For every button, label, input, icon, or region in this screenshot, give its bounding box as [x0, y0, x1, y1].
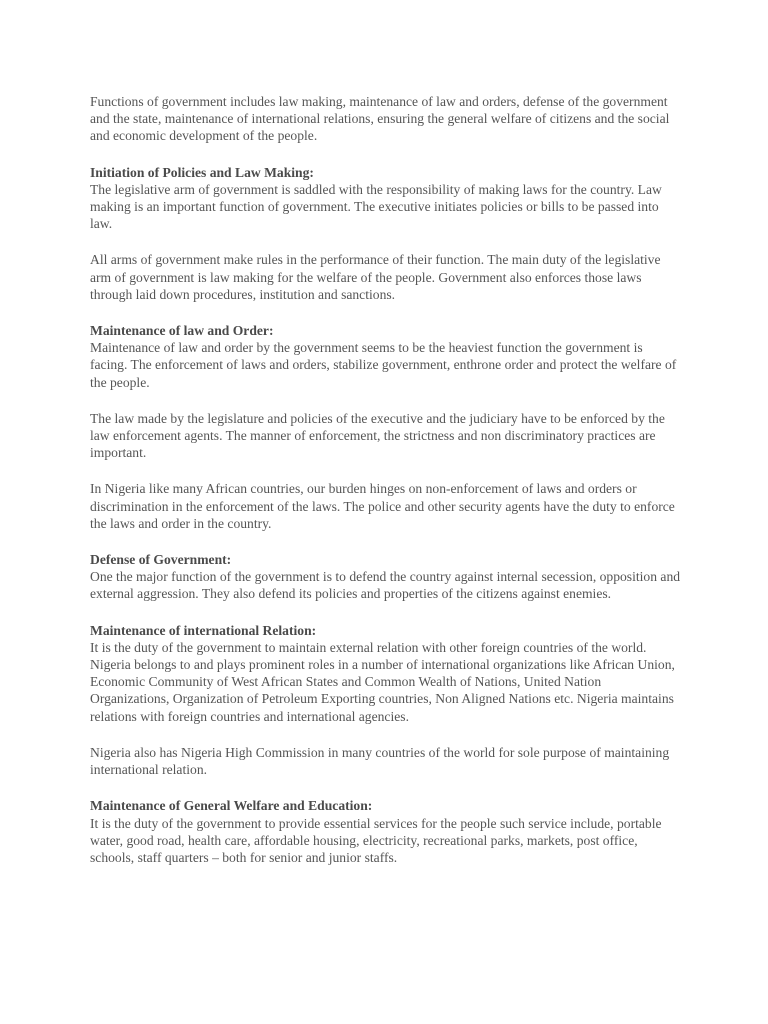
section-body: It is the duty of the government to provide essential services for the people such service include, portable water, good road, health care, affordable housing, electricity, recreational parks, markets, post office, schools, staff quarters – both for senior and junior staffs.: [90, 815, 662, 865]
section-defense-of-government: [90, 551, 682, 603]
intro-paragraph: Functions of government includes law making, maintenance of law and orders, defense of the government and the state, maintenance of international relations, ensuring the general welfare of citizens and the social and economic development of the people.: [90, 94, 670, 144]
section-law-and-order: [90, 322, 682, 391]
section-general-welfare: [90, 797, 682, 866]
section-heading: Maintenance of General Welfare and Education:: [90, 798, 373, 814]
section-body: One the major function of the government is to defend the country against internal secession, opposition and external aggression. They also defend its policies and properties of the citizens against enemies.: [90, 569, 681, 602]
section-heading: Maintenance of international Relation:: [90, 622, 317, 638]
paragraph: The law made by the legislature and policies of the executive and the judiciary have to be enforced by the law enforcement agents. The manner of enforcement, the strictness and non discriminatory practices are important.: [90, 410, 665, 461]
paragraph: Nigeria also has Nigeria High Commission in many countries of the world for sole purpose of maintaining international relation.: [90, 744, 670, 778]
section-heading: Initiation of Policies and Law Making:: [90, 164, 314, 180]
section-body: The legislative arm of government is saddled with the responsibility of making laws for the country. Law making is an important function of government. The executive initiates policies or bills to be passed into law.: [90, 181, 662, 232]
section-heading: Defense of Government:: [90, 552, 232, 568]
section-policies-law-making: [90, 164, 682, 233]
section-body: It is the duty of the government to maintain external relation with other foreign countries of the world. Nigeria belongs to and plays prominent roles in a number of international organizations like African Union, Economic Community of West African States and Common Wealth of Nations, United Nation Organizations, Organization of Petroleum Exporting countries, Non Aligned Nations etc. Nigeria maintains relations with foreign countries and international agencies.: [90, 639, 675, 724]
section-international-relation: [90, 622, 682, 725]
paragraph: All arms of government make rules in the performance of their function. The main duty of the legislative arm of government is law making for the welfare of the people. Government also enforces those laws through laid down procedures, institution and sanctions.: [90, 252, 661, 302]
section-heading: Maintenance of law and Order:: [90, 323, 274, 339]
paragraph: In Nigeria like many African countries, our burden hinges on non-enforcement of laws and orders or discrimination in the enforcement of the laws. The police and other security agents have the duty to enforce the laws and order in the country.: [90, 481, 675, 531]
document-page: [90, 93, 682, 885]
section-body: Maintenance of law and order by the government seems to be the heaviest function the government is facing. The enforcement of laws and orders, stabilize government, enthrone order and protect the welfare of the people.: [90, 340, 677, 390]
